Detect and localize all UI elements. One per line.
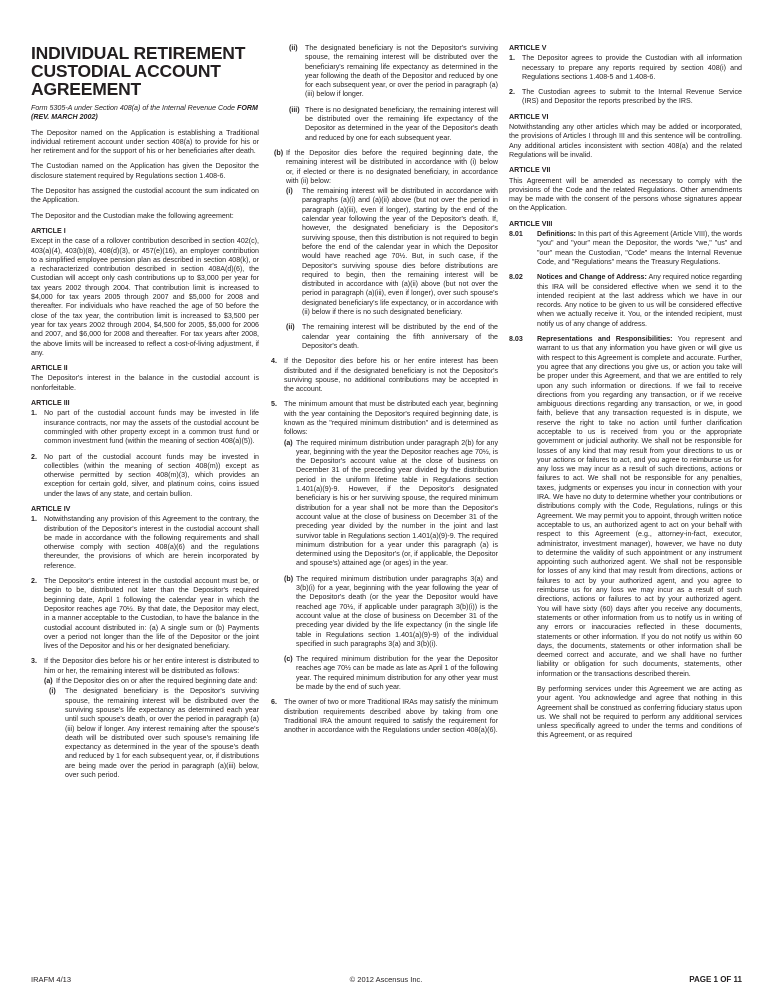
column-1	[31, 44, 259, 786]
document-title: INDIVIDUAL RETIREMENT CUSTODIAL ACCOUNT AGREEMENT	[31, 43, 246, 99]
article-4-item-3a	[44, 677, 259, 686]
article-4-item-5c	[284, 655, 498, 692]
article-4-item-1	[31, 515, 259, 571]
item-text: The owner of two or more Traditional IRAs may satisfy the minimum distribution requirements described above by taking from one Traditional IRA the amount required to satisfy the requirement for another in accordance with the Regulations under section 408(a)(6).	[284, 698, 498, 735]
article-4-item-5b	[284, 575, 498, 649]
section-body	[537, 230, 742, 267]
article-4-item-3b	[274, 149, 498, 186]
item-text: The Depositor's entire interest in the custodial account must be, or begin to be, distributed not later than the Depositor's required beginning date, April 1 following the calendar year in which the Depositor reaches age 70½. By that date, the Depositor may elect, in a manner acceptable to the Custodian, to have the balance in the custodial account distributed in: (a) A single sum or (b) Payments over a period not longer than the life of the Depositor or the joint lives of the Depositor and his or her designated beneficiary.	[44, 577, 259, 651]
article-4-heading: ARTICLE IV	[31, 504, 71, 513]
article-4-item-3a-i	[49, 687, 259, 780]
item-number: 1.	[31, 515, 37, 524]
item-text: If the Depositor dies on or after the required beginning date and:	[56, 677, 258, 686]
section-number: 8.01	[509, 230, 523, 239]
item-number: (i)	[286, 187, 293, 196]
item-text: The remaining interest will be distributed by the end of the calendar year containing the fifth anniversary of the Depositor's death.	[302, 323, 498, 350]
article-1-text: Except in the case of a rollover contribution described in section 402(c), 403(a)(4), 403(b)(8), 408(d)(3), or 457(e)(16), an employer contribution to a simplified employee pension plan as described in section 408(k), or a recharacterized contribution described in section 408A(d)(6), the Custodian will accept only cash contributions up to $3,000 per year for tax years 2002 through 2004. That contribution limit is increased to $4,000 for tax years 2005 through 2007 and $5,000 for 2008 and thereafter. For individuals who have reached the age of 50 before the close of the tax year, the contribution limit is increased to $3,500 per year for tax years 2002 through 2004, $4,500 for 2005, $5,000 for 2006 and 2007, and $6,000 for 2008 and thereafter. For tax years after 2008, the above limits will be increased to reflect a cost-of-living adjustment, if any.	[31, 237, 259, 357]
item-number: (b)	[284, 574, 294, 583]
item-number: (i)	[49, 687, 56, 696]
article-2-heading: ARTICLE II	[31, 364, 68, 373]
article-4-item-5	[271, 400, 498, 437]
section-body	[537, 335, 742, 679]
footer-copyright: © 2012 Ascensus Inc.	[349, 975, 423, 984]
item-text: Notwithstanding any provision of this Agreement to the contrary, the distribution of the Depositor's interest in the custodial account shall be made in accordance with the following requirements and shall otherwise comply with section 408(a)(6) and the regulations thereunder, the provisions of which are herein incorporated by reference.	[44, 515, 259, 570]
item-text: The designated beneficiary is not the Depositor's surviving spouse, the remaining interest will be distributed over the beneficiary's remaining life expectancy as determined in the year following the death of the Depositor and reduced by one for each subsequent year, or over the period in paragraph (a)(iii) below if longer.	[305, 44, 498, 99]
item-number: 3.	[31, 657, 37, 666]
article-4-item-3b-ii	[286, 323, 498, 351]
footer-page-number: PAGE 1 OF 11	[689, 975, 742, 984]
section-lead: Notices and Change of Address:	[537, 273, 647, 282]
intro-paragraph: The Depositor has assigned the custodial account the sum indicated on the Application.	[31, 187, 259, 205]
article-4-item-2	[31, 577, 259, 651]
section-8-01	[509, 230, 742, 267]
section-8-03	[509, 335, 742, 679]
section-8-02	[509, 273, 742, 329]
section-lead: Representations and Responsibilities:	[537, 335, 673, 344]
document-subtitle	[31, 104, 259, 123]
item-number: (ii)	[286, 323, 295, 332]
item-text: There is no designated beneficiary, the remaining interest will be distributed over the remaining life expectancy of the Depositor as determined in the year of the Depositor's death and reduced by one for each subsequent year.	[305, 105, 498, 142]
item-number: (c)	[284, 655, 293, 664]
article-5-item-2	[509, 88, 742, 107]
item-number: (a)	[44, 677, 53, 686]
item-text: If the Depositor dies before his or her entire interest is distributed to him or her, the remaining interest will be distributed as follows:	[44, 657, 259, 675]
item-text: No part of the custodial account funds may be invested in collectibles (within the meaning of section 408(m)) except as otherwise permitted by section 408(m)(3), which provides an exception for certain gold, silver, and platinum coins, coins issued under the laws of any state, and certain bullion.	[44, 452, 259, 498]
intro-paragraph: The Custodian named on the Application has given the Depositor the disclosure statement required by Regulations section 1.408-6.	[31, 162, 259, 180]
article-4-item-4	[271, 357, 498, 394]
item-text: The Depositor agrees to provide the Custodian with all information necessary to prepare any reports required by section 408(i) and Regulations sections 1.408-5 and 1.408-6.	[522, 54, 742, 81]
article-4-item-3a-iii	[289, 106, 498, 143]
item-text: The remaining interest will be distributed in accordance with paragraphs (a)(i) and (a)(ii) above (but not over the period in paragraph (a)(iii), even if longer), starting by the end of the calendar year following the year of the Depositor's death. If, however, the designated beneficiary is the Depositor's surviving spouse, then this distribution is not required to begin before the end of the calendar year in which the Depositor would have reached age 70½. But, in such case, if the Depositor's surviving spouse dies before distributions are required to begin, then the remaining interest will be distributed in accordance with (a)(ii) above (but not over the period in paragraph (a)(iii), even if longer), over such spouse's designated beneficiary's life expectancy, or in accordance with (ii) below if there is no such designated beneficiary.	[302, 187, 498, 317]
section-number: 8.02	[509, 273, 523, 282]
article-6-heading: ARTICLE VI	[509, 112, 549, 121]
item-number: (iii)	[289, 105, 300, 114]
item-number: 5.	[271, 400, 277, 409]
article-4-item-6	[271, 698, 498, 735]
article-4-item-3	[31, 657, 259, 676]
item-text: The minimum amount that must be distributed each year, beginning with the year containing the Depositor's required beginning date, is known as the "required minimum distribution" and is determined as follows:	[284, 400, 498, 437]
item-text: If the Depositor dies before the required beginning date, the remaining interest will be distributed in accordance with (i) below or, if elected or there is no designated beneficiary, in accordance with (ii) below:	[286, 148, 498, 185]
section-lead: Definitions:	[537, 230, 577, 239]
item-text: The required minimum distribution for the year the Depositor reaches age 70½ can be made as late as April 1 of the following year. The required minimum distribution for any other year must be made by the end of such year.	[296, 655, 498, 691]
article-6-text: Notwithstanding any other articles which may be added or incorporated, the provisions of Articles I through III and this sentence will be controlling. Any additional articles inconsistent with section 408(a) and the related Regulations will be invalid.	[509, 123, 742, 159]
article-3-item-2	[31, 453, 259, 499]
item-text: The required minimum distribution under paragraphs 3(a) and 3(b)(i) for a year, beginning with the year following the year of the Depositor's death (or the year the Depositor would have reached age 70½, if applicable under paragraph 3(b)(i)) is the account value at the close of business on December 31 of the preceding year divided by the life expectancy (in the single life table in Regulations section 1.401(a)(9)-9) of the individual specified in such paragraphs 3(a) and 3(b)(i).	[296, 574, 498, 648]
column-3	[509, 44, 742, 747]
section-text: You represent and warrant to us that any information you have given or will give us with respect to this Agreement is complete and accurate. Further, you agree that any directions you give us, or action you take will be proper under this Agreement, and that we are entitled to rely upon any such information or directions. If we fail to receive directions from you regarding any transaction, or if we receive ambiguous directions regarding any transaction, or we, in good faith, believe that any transaction requested is in dispute, we reserve the right to take no action until further clarification acceptable to us is received from you or the appropriate government or judicial authority. We shall not be responsible for losses of any kind that may result from your directions to us or your actions or failures to act, and you agree to reimburse us for any loss we may incur as a result of such directions, actions or failures to act. We shall not be responsible for any penalties, taxes, judgments or expenses you incur in connection with your IRA. We have no duty to determine whether your contributions or distributions comply with the Code, Regulations, rulings or this Agreement. We may permit you to appoint, through written notice acceptable to us, an authorized agent to act on your behalf with respect to this Agreement (e.g., attorney-in-fact, executor, administrator, investment manager), however, we have no duty to determine the validity of such appointment or any instrument appointing such authorized agent. We shall not be responsible for losses of any kind that may result from directions, actions or failures to act by your authorized agent, and you agree to reimburse us for any loss we may incur as a result of such directions, actions or failures to act by your authorized agent. You will have sixty (60) days after you receive any documents, statements or other information from us to notify us in writing of any errors or inaccuracies reflected in these documents, statements or other information. If you do not notify us within 60 days, the documents, statements or other information shall be deemed correct and accurate, and we shall have no further liability or obligation for such documents, statements, other information or the transactions described therein.	[537, 335, 743, 678]
article-7-text: This Agreement will be amended as necessary to comply with the provisions of the Code and the related Regulations. Other amendments may be made with the consent of the persons whose signatures appear on the Application.	[509, 176, 742, 213]
form-revision: FORM (REV. MARCH 2002)	[31, 104, 258, 122]
item-text: If the Depositor dies before his or her entire interest has been distributed and if the designated beneficiary is not the Depositor's surviving spouse, no additional contributions may be accepted in the account.	[284, 357, 498, 394]
article-1-heading: ARTICLE I	[31, 226, 66, 235]
item-number: (a)	[284, 438, 293, 447]
section-text: Any required notice regarding this IRA will be considered effective when we send it to the intended recipient at the last address which we have in our records. Any notice to be given to us will be considered effective when we actually receive it. You, or the intended recipient, must notify us of any change of address.	[537, 273, 742, 328]
item-text: The required minimum distribution under paragraph 2(b) for any year, beginning with the year the Depositor reaches age 70½, is the Depositor's account value at the close of business on December 31 of the preceding year divided by the distribution period in the uniform lifetime table in Regulations section 1.401(a)(9)-9. However, if the Depositor's designated beneficiary is his or her surviving spouse, the required minimum distribution for a year shall not be more than the Depositor's account value at the close of business on December 31 of the preceding year divided by the number in the joint and last survivor table in Regulations section 1.401(a)(9)-9. The required minimum distribution for a year under this paragraph (a) is determined using the Depositor's (or, if applicable, the Depositor and spouse's) attained age (or ages) in the year.	[296, 438, 498, 568]
item-text: The Custodian agrees to submit to the Internal Revenue Service (IRS) and Depositor the reports prescribed by the IRS.	[522, 88, 742, 106]
item-text: The designated beneficiary is the Depositor's surviving spouse, the remaining interest will be distributed over the surviving spouse's life expectancy as determined each year until such spouse's death, or over the period in paragraph (a)(iii) below if longer. Any interest remaining after the spouse's death will be distributed over such spouse's remaining life expectancy as determined in the year of the spouse's death and reduced by 1 for each subsequent year, or, if distributions are being made over the period in paragraph (a)(iii) below, over such period.	[65, 687, 259, 779]
section-body	[537, 273, 742, 329]
article-4-item-3b-i	[286, 187, 498, 317]
item-number: (ii)	[289, 44, 298, 52]
item-number: 2.	[31, 452, 37, 461]
subtitle-text: Form 5305-A under Section 408(a) of the Internal Revenue Code	[31, 104, 236, 112]
section-8-03-continued: By performing services under this Agreement we are acting as your agent. You acknowledge and agree that nothing in this Agreement shall be construed as conferring fiduciary status upon us. We shall not be required to perform any additional services unless specifically agreed to under the terms and conditions of this Agreement, or as required	[537, 685, 742, 740]
item-number: 2.	[31, 577, 37, 586]
item-text: No part of the custodial account funds may be invested in life insurance contracts, nor may the assets of the custodial account be commingled with other property except in a common trust fund or common investment fund (within the meaning of section 408(a)(5)).	[44, 409, 259, 446]
article-3-item-1	[31, 409, 259, 446]
article-3-heading: ARTICLE III	[31, 399, 70, 408]
article-7-heading: ARTICLE VII	[509, 166, 551, 175]
article-4-item-3a-ii	[289, 44, 498, 100]
item-number: 2.	[509, 88, 515, 97]
article-8-heading: ARTICLE VIII	[509, 219, 553, 228]
article-2-text: The Depositor's interest in the balance in the custodial account is nonforfeitable.	[31, 374, 259, 392]
intro-paragraph: The Depositor and the Custodian make the following agreement:	[31, 211, 234, 220]
article-5-heading: ARTICLE V	[509, 44, 547, 52]
item-number: 6.	[271, 698, 277, 707]
article-4-item-5a	[284, 439, 498, 569]
item-number: 4.	[271, 357, 277, 366]
article-5-item-1	[509, 54, 742, 82]
footer-form-code: IRAFM 4/13	[31, 975, 72, 984]
intro-paragraph: The Depositor named on the Application is establishing a Traditional individual retirement account under section 408(a) to provide for his or her retirement and for the support of his or her beneficiaries after death.	[31, 128, 259, 156]
item-number: (b)	[274, 148, 284, 157]
item-number: 1.	[31, 409, 37, 418]
item-number: 1.	[509, 54, 515, 63]
section-text: In this part of this Agreement (Article VIII), the words "you" and "your" mean the Depositor, the words "we," "us" and "our" mean the Custodian, "Code" means the Internal Revenue Code, and "Regulations" means the Treasury Regulations.	[537, 230, 743, 266]
column-2	[271, 44, 498, 741]
section-number: 8.03	[509, 335, 523, 344]
